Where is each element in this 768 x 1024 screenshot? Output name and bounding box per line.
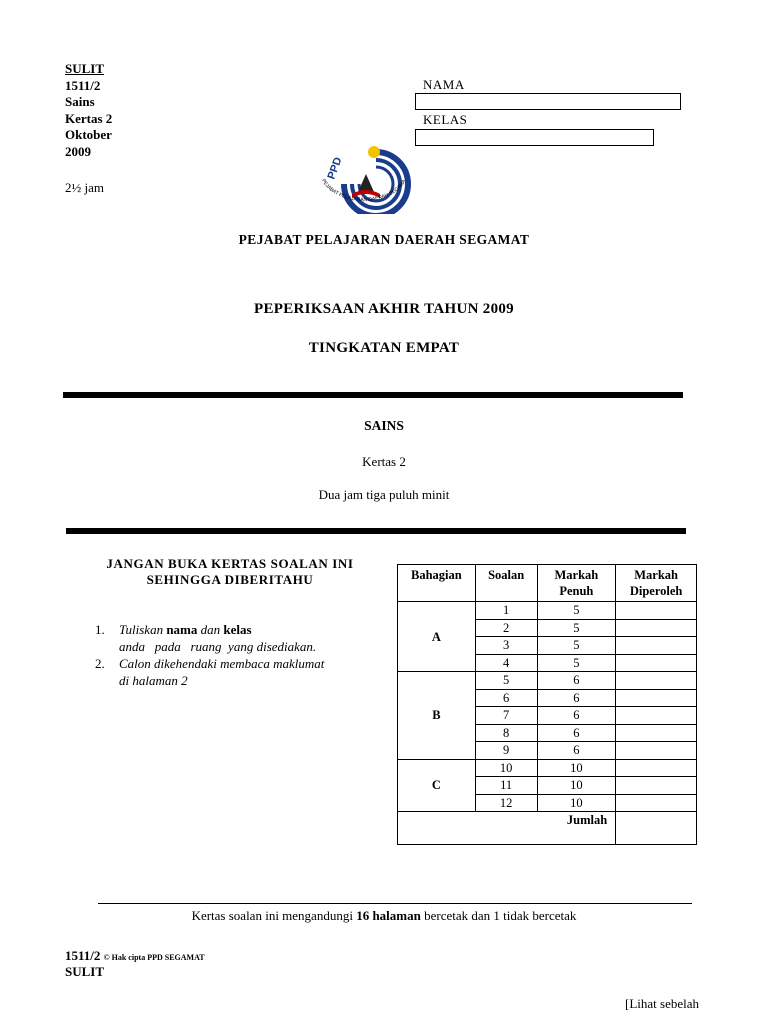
total-marks-cell[interactable] (616, 812, 697, 845)
year-label: 2009 (65, 143, 91, 159)
question-number-cell: 9 (475, 742, 537, 760)
section-cell: B (398, 672, 476, 760)
question-number-cell: 11 (475, 777, 537, 795)
marks-table (397, 564, 697, 845)
instruction-heading-line2: SEHINGGA DIBERITAHU (146, 572, 314, 587)
full-marks-cell: 10 (537, 794, 616, 812)
col-header-section: Bahagian (398, 565, 476, 602)
paper-info-block (65, 61, 112, 160)
table-row (398, 602, 697, 620)
full-marks-cell: 5 (537, 602, 616, 620)
question-number-cell: 6 (475, 689, 537, 707)
confidential-label: SULIT (65, 61, 105, 76)
duration-label: 2½ jam (65, 180, 104, 195)
paper-label: Kertas 2 (65, 110, 113, 126)
full-marks-cell: 6 (537, 689, 616, 707)
full-marks-cell: 5 (537, 637, 616, 655)
footer-divider (98, 903, 692, 904)
instruction-number: 2. (95, 656, 105, 671)
instruction-item-2-cont (95, 672, 324, 689)
instruction-text: Tuliskan (119, 622, 164, 637)
instruction-item-1 (95, 621, 324, 638)
subject-title: SAINS (364, 418, 404, 433)
instruction-heading (80, 556, 380, 588)
question-number-cell: 4 (475, 654, 537, 672)
question-number-cell: 5 (475, 672, 537, 690)
question-number-cell: 7 (475, 707, 537, 725)
question-number-cell: 10 (475, 759, 537, 777)
total-row (398, 812, 697, 845)
marks-obtained-cell[interactable] (616, 777, 697, 795)
page-count-text: Kertas soalan ini mengandungi (191, 908, 357, 923)
footer-confidential: SULIT (65, 964, 105, 979)
form-title: TINGKATAN EMPAT (308, 340, 460, 356)
full-marks-cell: 10 (537, 777, 616, 795)
marks-obtained-cell[interactable] (616, 707, 697, 725)
footer-code: 1511/2 (65, 948, 101, 963)
total-label: Jumlah (398, 812, 616, 845)
footer-code-line (65, 948, 205, 964)
question-number-cell: 12 (475, 794, 537, 812)
full-marks-cell: 5 (537, 619, 616, 637)
marks-obtained-cell[interactable] (616, 759, 697, 777)
section-cell: C (398, 759, 476, 812)
col-header-full-marks: Markah Penuh (537, 565, 616, 602)
question-number-cell: 1 (475, 602, 537, 620)
instruction-item-1-cont (95, 638, 324, 655)
paper-code: 1511/2 (65, 77, 101, 93)
full-marks-cell: 5 (537, 654, 616, 672)
question-number-cell: 3 (475, 637, 537, 655)
divider-bottom (66, 528, 686, 534)
logo-initials: PPD (325, 155, 345, 182)
instruction-text: di halaman 2 (119, 673, 188, 688)
marks-obtained-cell[interactable] (616, 637, 697, 655)
name-label: NAMA (423, 77, 465, 92)
turn-over-note: [Lihat sebelah (625, 996, 699, 1011)
page-count-text: bercetak dan 1 tidak bercetak (420, 908, 577, 923)
duration-text: Dua jam tiga puluh minit (318, 487, 450, 502)
paper-title: Kertas 2 (362, 454, 406, 469)
full-marks-cell: 10 (537, 759, 616, 777)
class-field[interactable] (415, 129, 654, 146)
marks-obtained-cell[interactable] (616, 689, 697, 707)
full-marks-cell: 6 (537, 707, 616, 725)
class-label: KELAS (423, 112, 468, 127)
marks-obtained-cell[interactable] (616, 724, 697, 742)
instruction-bold-class: kelas (223, 622, 252, 637)
full-marks-cell: 6 (537, 724, 616, 742)
month-label: Oktober (65, 127, 112, 142)
copyright-note: © Hak cipta PPD SEGAMAT (103, 953, 205, 962)
instruction-text: Calon dikehendaki membaca maklumat (119, 656, 325, 671)
instruction-heading-line1: JANGAN BUKA KERTAS SOALAN INI (106, 556, 354, 571)
marks-obtained-cell[interactable] (616, 602, 697, 620)
exam-title: PEPERIKSAAN AKHIR TAHUN 2009 (254, 301, 514, 317)
instruction-bold-name: nama (166, 622, 198, 637)
full-marks-cell: 6 (537, 672, 616, 690)
table-row (398, 672, 697, 690)
instruction-list (95, 621, 324, 689)
marks-obtained-cell[interactable] (616, 654, 697, 672)
subject-label: Sains (65, 94, 95, 109)
instruction-text: anda pada ruang yang disediakan. (119, 639, 317, 654)
question-number-cell: 8 (475, 724, 537, 742)
page-count-note (0, 908, 768, 924)
logo-ring-text: PEJABAT PELAJARAN DAERAH SEGAMA (320, 178, 408, 204)
instruction-number: 1. (95, 622, 105, 637)
marks-obtained-cell[interactable] (616, 794, 697, 812)
instruction-item-2 (95, 655, 324, 672)
full-marks-cell: 6 (537, 742, 616, 760)
office-title: PEJABAT PELAJARAN DAERAH SEGAMAT (238, 232, 530, 247)
table-row (398, 759, 697, 777)
marks-obtained-cell[interactable] (616, 742, 697, 760)
col-header-question: Soalan (475, 565, 537, 602)
col-header-marks-obtained: Markah Diperoleh (616, 565, 697, 602)
divider-top (63, 392, 683, 398)
ppd-logo (314, 140, 414, 214)
name-field[interactable] (415, 93, 681, 110)
marks-obtained-cell[interactable] (616, 672, 697, 690)
marks-obtained-cell[interactable] (616, 619, 697, 637)
page-count-bold: 16 halaman (356, 908, 421, 923)
question-number-cell: 2 (475, 619, 537, 637)
section-cell: A (398, 602, 476, 672)
instruction-text: dan (200, 622, 221, 637)
